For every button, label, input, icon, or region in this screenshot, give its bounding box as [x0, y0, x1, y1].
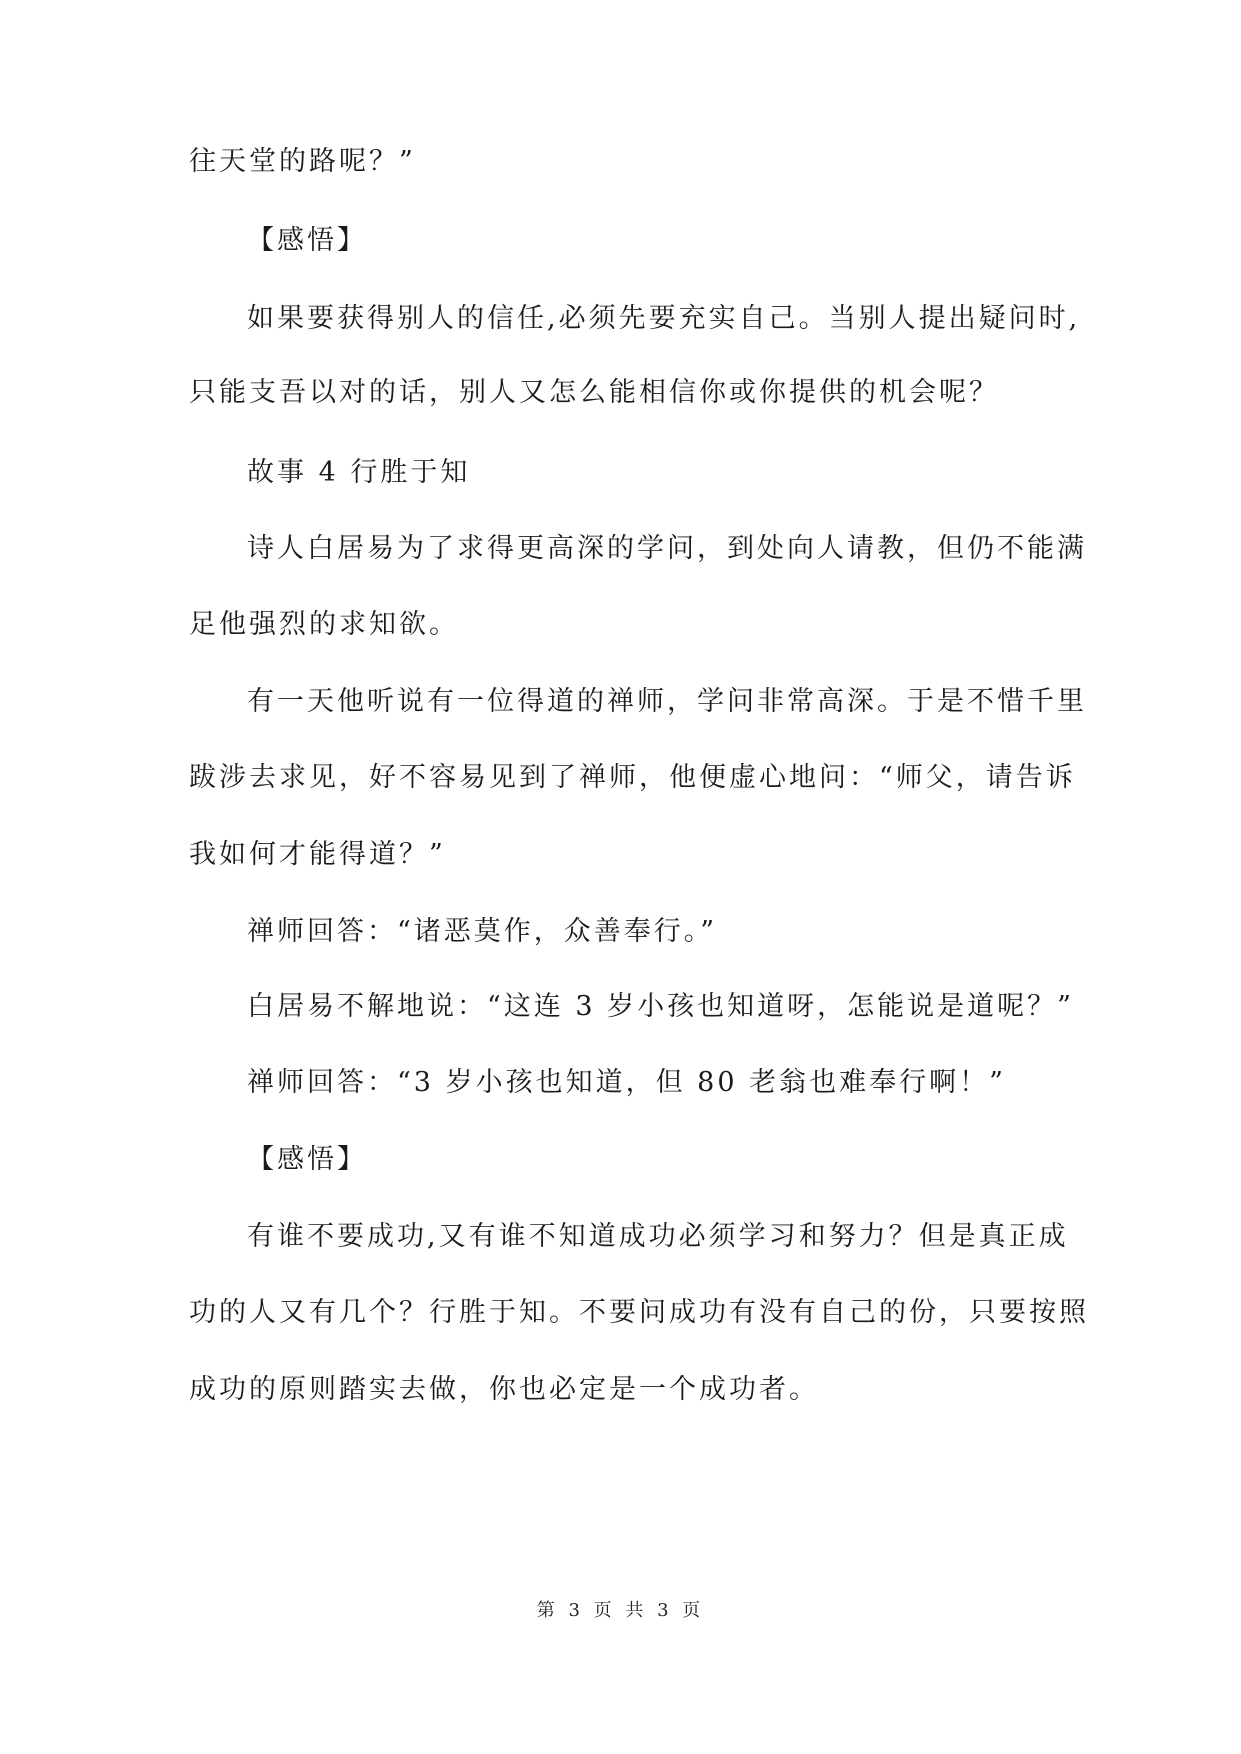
paragraph-line: 禅师回答：“3 岁小孩也知道，但 80 老翁也难奉行啊！”: [247, 1067, 1006, 1098]
paragraph-line: 禅师回答：“诸恶莫作，众善奉行。”: [247, 916, 718, 947]
story-title: 故事 4 行胜于知: [247, 457, 471, 488]
paragraph-line: 跋涉去求见，好不容易见到了禅师，他便虚心地问：“师父，请告诉: [189, 762, 1076, 793]
paragraph-line: 往天堂的路呢？”: [189, 146, 416, 177]
paragraph-line: 如果要获得别人的信任,必须先要充实自己。当别人提出疑问时,: [247, 303, 1081, 334]
page-number-footer: 第 3 页 共 3 页: [536, 1600, 705, 1621]
paragraph-line: 功的人又有几个？行胜于知。不要问成功有没有自己的份，只要按照: [189, 1297, 1089, 1328]
paragraph-line: 白居易不解地说：“这连 3 岁小孩也知道呀，怎能说是道呢？”: [247, 991, 1074, 1022]
paragraph-line: 诗人白居易为了求得更高深的学问，到处向人请教，但仍不能满: [247, 533, 1087, 564]
paragraph-line: 成功的原则踏实去做，你也必定是一个成功者。: [189, 1374, 819, 1405]
paragraph-line: 有一天他听说有一位得道的禅师，学问非常高深。于是不惜千里: [247, 686, 1087, 717]
paragraph-line: 只能支吾以对的话，别人又怎么能相信你或你提供的机会呢？: [189, 377, 999, 408]
paragraph-line: 我如何才能得道？”: [189, 839, 446, 870]
paragraph-line: 有谁不要成功,又有谁不知道成功必须学习和努力？但是真正成: [247, 1221, 1069, 1252]
paragraph-line: 足他强烈的求知欲。: [189, 609, 459, 640]
section-heading-insight: 【感悟】: [247, 1144, 367, 1175]
section-heading-insight: 【感悟】: [247, 225, 367, 256]
